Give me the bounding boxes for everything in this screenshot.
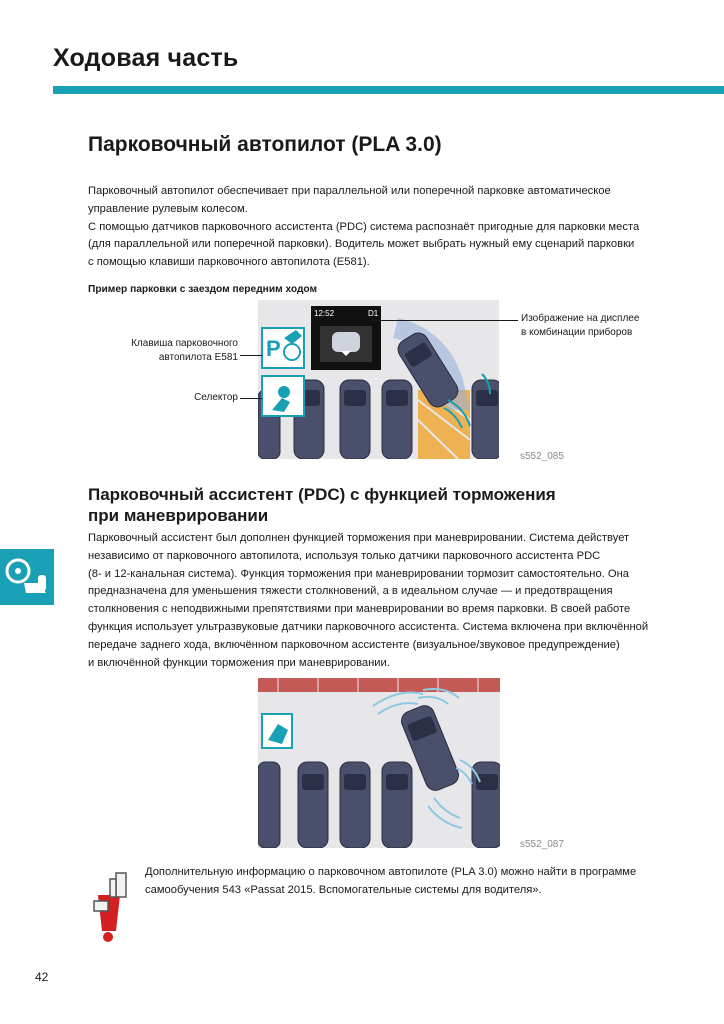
note-hand-icon	[80, 865, 140, 945]
title-line: при маневрировании	[88, 506, 269, 525]
text-line: столкновения с неподвижными препятствиями при маневрировании во время парковки. В своей работе	[88, 603, 631, 616]
text-line: передаче заднего хода, включённом парковочном ассистенте (визуальное/звуковое предупреждение)	[88, 638, 620, 651]
svg-text:P: P	[266, 336, 281, 361]
callout-line: Клавиша парковочного	[131, 338, 238, 349]
steering-wheel-side-icon	[0, 549, 54, 605]
figure1-code: s552_085	[520, 451, 564, 462]
text-line: (для параллельной или поперечной парковки). Водитель может выбрать нужный ему сценарий парковки	[88, 238, 635, 251]
figure2-code: s552_087	[520, 839, 564, 850]
callout-line: автопилота E581	[158, 352, 238, 363]
text-line: функция использует ультразвуковые датчики парковочного ассистента. Система включена при включённой	[88, 620, 649, 633]
callout-key	[110, 337, 238, 365]
callout-line: Изображение на дисплее	[521, 313, 640, 324]
text-line: самообучения 543 «Passat 2015. Вспомогательные системы для водителя».	[145, 884, 542, 896]
section2-paragraph	[88, 530, 668, 672]
parking-figure-1	[258, 300, 499, 459]
title-line: Парковочный ассистент (PDC) с функцией торможения	[88, 485, 556, 504]
text-line: управление рулевым колесом.	[88, 202, 248, 215]
chapter-title: Ходовая часть	[53, 44, 239, 72]
section1-title: Парковочный автопилот (PLA 3.0)	[88, 133, 442, 156]
text-line: предназначена для уменьшения тяжести столкновений, а в идеальном случае — и предотвращения	[88, 585, 613, 598]
page-number: 42	[35, 970, 49, 984]
chapter-rule	[53, 86, 724, 94]
leader-line-selector	[240, 398, 262, 399]
text-line: (8- и 12-канальная система). Функция торможения при маневрировании тормозит самостоятельно. Она	[88, 567, 630, 580]
text-line: и включённой функции торможения при маневрировании.	[88, 656, 390, 669]
display-time: 12:52	[314, 309, 335, 318]
text-line: Парковочный ассистент был дополнен функцией торможения при маневрировании. Система действует	[88, 532, 630, 544]
text-line: Дополнительную информацию о парковочном автопилоте (PLA 3.0) можно найти в программе	[145, 866, 637, 878]
text-line: независимо от парковочного автопилота, используя только датчики парковочного ассистента PDC	[88, 549, 601, 562]
text-line: Парковочный автопилот обеспечивает при параллельной или поперечной парковке автоматическое	[88, 185, 611, 197]
section2-title	[88, 484, 648, 526]
leader-line-display	[372, 320, 518, 321]
note-text	[145, 863, 685, 899]
text-line: С помощью датчиков парковочного ассистента (PDC) система распознаёт пригодные для парковки места	[88, 220, 640, 233]
section-side-tab	[0, 549, 54, 605]
section1-paragraph	[88, 183, 668, 272]
display-gear: D1	[368, 309, 379, 318]
callout-line: в комбинации приборов	[521, 327, 633, 338]
callout-display	[521, 312, 639, 340]
parking-scene-illustration-1	[258, 300, 499, 459]
callout-selector: Селектор	[194, 392, 238, 403]
example-label: Пример парковки с заездом передним ходом	[88, 284, 318, 295]
parking-scene-illustration-2	[258, 678, 500, 848]
parking-figure-2	[258, 678, 500, 848]
leader-line-key	[240, 355, 262, 356]
text-line: с помощью клавиши парковочного автопилота (E581).	[88, 256, 370, 269]
